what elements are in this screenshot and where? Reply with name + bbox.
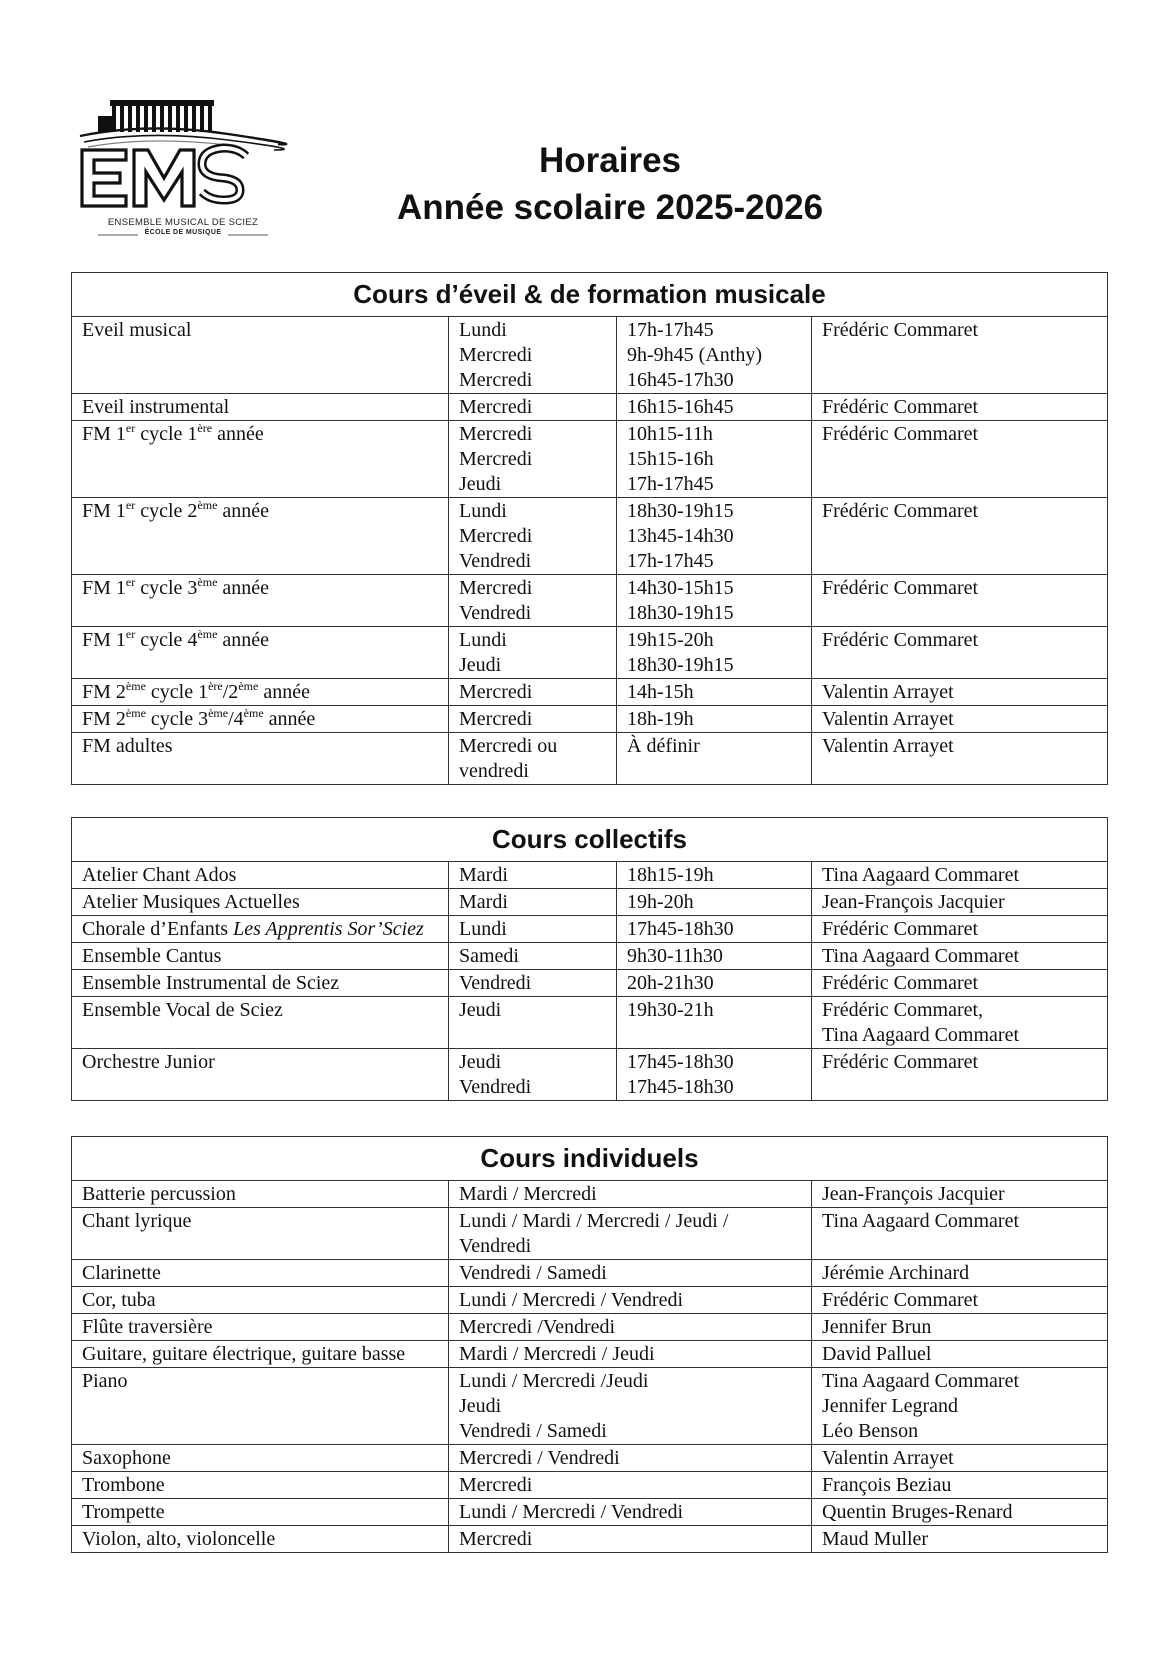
course-name-text: Orchestre Junior — [82, 1051, 215, 1073]
collectifs-table — [71, 817, 1108, 1101]
course-times-line: 14h-15h — [627, 681, 694, 703]
course-times-line: 15h15-16h — [627, 448, 714, 470]
course-times — [617, 317, 812, 394]
course-teacher — [812, 1526, 1108, 1553]
course-times-line: 18h15-19h — [627, 864, 714, 886]
course-name — [72, 421, 449, 498]
course-name — [72, 706, 449, 733]
course-name-text: Eveil musical — [82, 319, 192, 341]
ems-logo — [78, 92, 288, 242]
course-teacher-line: Jennifer Brun — [822, 1316, 932, 1338]
table-row — [72, 1208, 1108, 1260]
course-name-part: année — [263, 708, 316, 730]
course-days-line: Mercredi — [459, 344, 533, 366]
course-name-part: cycle 3 — [135, 577, 198, 599]
section-title: Cours individuels — [72, 1137, 1108, 1181]
course-name — [72, 943, 449, 970]
course-name-part: er — [125, 627, 136, 641]
course-name — [72, 1181, 449, 1208]
course-teacher — [812, 679, 1108, 706]
course-times — [617, 916, 812, 943]
course-name-text: Cor, tuba — [82, 1289, 156, 1311]
course-teacher — [812, 1314, 1108, 1341]
course-teacher — [812, 943, 1108, 970]
course-teacher-line: Jérémie Archinard — [822, 1262, 970, 1284]
course-days — [449, 970, 617, 997]
course-days-line: Mercredi — [459, 369, 533, 391]
course-name-text: Ensemble Instrumental de Sciez — [82, 972, 340, 994]
course-teacher-line: Quentin Bruges-Renard — [822, 1501, 1013, 1523]
course-days — [449, 862, 617, 889]
course-teacher — [812, 1260, 1108, 1287]
course-name — [72, 1526, 449, 1553]
course-times-line: 17h-17h45 — [627, 550, 714, 572]
course-days — [449, 317, 617, 394]
table-row — [72, 889, 1108, 916]
course-days-line: Mercredi ou — [459, 735, 558, 757]
course-days — [449, 1499, 812, 1526]
course-days-line: Vendredi — [459, 1235, 532, 1257]
course-days — [449, 1287, 812, 1314]
course-days-line: Mercredi — [459, 1474, 533, 1496]
course-teacher-line: Frédéric Commaret, — [822, 999, 984, 1021]
course-days-line: Jeudi — [459, 1051, 502, 1073]
logo-subtitle: ENSEMBLE MUSICAL DE SCIEZ — [107, 217, 259, 228]
course-days-line: Vendredi — [459, 972, 532, 994]
course-name-text: Clarinette — [82, 1262, 161, 1284]
course-name-part: FM 2 — [82, 681, 126, 703]
course-name — [72, 1314, 449, 1341]
page-title — [340, 137, 880, 231]
course-teacher — [812, 889, 1108, 916]
course-teacher — [812, 997, 1108, 1049]
course-times-line: 18h30-19h15 — [627, 654, 734, 676]
table-row — [72, 862, 1108, 889]
course-times — [617, 627, 812, 679]
course-days-line: vendredi — [459, 760, 529, 782]
course-name-text: Ensemble Cantus — [82, 945, 222, 967]
course-name-part: cycle 3 — [145, 708, 209, 730]
course-times-line: 17h-17h45 — [627, 473, 714, 495]
course-name-part: er — [125, 575, 136, 589]
course-name — [72, 1049, 449, 1101]
course-name-part: ère — [197, 421, 213, 435]
table-row — [72, 679, 1108, 706]
table-row — [72, 575, 1108, 627]
course-name-part: FM 2 — [82, 708, 126, 730]
course-days — [449, 997, 617, 1049]
course-times — [617, 997, 812, 1049]
table-row — [72, 498, 1108, 575]
course-teacher-line: Tina Aagaard Commaret — [822, 945, 1020, 967]
table-header-row — [72, 1137, 1108, 1181]
table-row — [72, 1314, 1108, 1341]
course-days-line: Mercredi — [459, 525, 533, 547]
section-title: Cours d’éveil & de formation musicale — [72, 273, 1108, 317]
course-name — [72, 733, 449, 785]
course-teacher-line: Frédéric Commaret — [822, 423, 979, 445]
course-teacher — [812, 1341, 1108, 1368]
course-name-part: ème — [197, 575, 218, 589]
course-name-part: année — [212, 423, 264, 445]
course-times-line: 10h15-11h — [627, 423, 713, 445]
course-days-line: Mercredi — [459, 423, 533, 445]
course-days — [449, 421, 617, 498]
course-times-line: 17h-17h45 — [627, 319, 714, 341]
course-times — [617, 394, 812, 421]
course-days-line: Lundi — [459, 629, 507, 651]
course-name-part: cycle 1 — [145, 681, 209, 703]
course-times — [617, 889, 812, 916]
course-name-part: ème — [125, 679, 146, 693]
course-teacher — [812, 1445, 1108, 1472]
course-teacher-line: Frédéric Commaret — [822, 972, 979, 994]
course-days — [449, 1368, 812, 1445]
course-days — [449, 943, 617, 970]
table-row — [72, 733, 1108, 785]
table-row — [72, 1287, 1108, 1314]
course-name-part: /2 — [222, 681, 239, 703]
title-line-2: Année scolaire 2025-2026 — [396, 188, 824, 227]
course-times-line: 17h45-18h30 — [627, 1051, 734, 1073]
table-row — [72, 627, 1108, 679]
course-times-line: 18h30-19h15 — [627, 602, 734, 624]
course-teacher — [812, 916, 1108, 943]
course-teacher-line: David Palluel — [822, 1343, 932, 1365]
course-teacher-line: Valentin Arrayet — [822, 708, 954, 730]
course-days — [449, 1181, 812, 1208]
course-days-line: Lundi / Mardi / Mercredi / Jeudi / — [459, 1210, 729, 1232]
course-teacher — [812, 733, 1108, 785]
table-row — [72, 943, 1108, 970]
course-name-text: Atelier Chant Ados — [82, 864, 237, 886]
course-times — [617, 970, 812, 997]
course-teacher — [812, 1181, 1108, 1208]
course-name — [72, 889, 449, 916]
course-name — [72, 627, 449, 679]
course-days-line: Mercredi — [459, 577, 533, 599]
course-days-line: Lundi / Mercredi /Jeudi — [459, 1370, 649, 1392]
course-name-text: Trompette — [82, 1501, 165, 1523]
course-days-line: Lundi — [459, 319, 507, 341]
course-times — [617, 575, 812, 627]
course-name-part: ème — [208, 706, 229, 720]
course-teacher-line: Jennifer Legrand — [822, 1395, 959, 1417]
course-teacher — [812, 394, 1108, 421]
course-name — [72, 1368, 449, 1445]
course-name — [72, 1287, 449, 1314]
course-times — [617, 421, 812, 498]
course-teacher-line: Tina Aagaard Commaret — [822, 864, 1020, 886]
course-days-line: Jeudi — [459, 654, 502, 676]
course-days-line: Jeudi — [459, 999, 502, 1021]
course-teacher-line: Valentin Arrayet — [822, 735, 954, 757]
table-row — [72, 706, 1108, 733]
course-times-line: 9h30-11h30 — [627, 945, 723, 967]
course-teacher-line: Tina Aagaard Commaret — [822, 1210, 1020, 1232]
course-teacher-line: Tina Aagaard Commaret — [822, 1024, 1020, 1046]
course-times-line: 19h-20h — [627, 891, 694, 913]
logo-tagline: ÉCOLE DE MUSIQUE — [144, 229, 222, 236]
course-times-line: 17h45-18h30 — [627, 918, 734, 940]
course-name-part: année — [217, 629, 270, 651]
course-name-part: er — [125, 498, 136, 512]
course-times-line: 19h15-20h — [627, 629, 714, 651]
course-times — [617, 733, 812, 785]
course-name-part: ème — [243, 706, 264, 720]
table-row — [72, 1181, 1108, 1208]
course-name-part: FM 1 — [82, 423, 126, 445]
course-days-line: Jeudi — [459, 1395, 502, 1417]
table-row — [72, 317, 1108, 394]
course-name-text: Piano — [82, 1370, 128, 1392]
course-teacher — [812, 317, 1108, 394]
course-teacher-line: Léo Benson — [822, 1420, 919, 1442]
table-header-row — [72, 818, 1108, 862]
course-times — [617, 862, 812, 889]
section-title: Cours collectifs — [72, 818, 1108, 862]
course-teacher — [812, 1208, 1108, 1260]
course-times-line: 18h-19h — [627, 708, 694, 730]
course-name — [72, 997, 449, 1049]
course-name — [72, 1208, 449, 1260]
course-days-line: Mardi — [459, 864, 508, 886]
course-name — [72, 1445, 449, 1472]
course-days-line: Mercredi — [459, 681, 533, 703]
table-row — [72, 1499, 1108, 1526]
course-name-part: ème — [197, 627, 218, 641]
course-teacher-line: Frédéric Commaret — [822, 918, 979, 940]
course-days-line: Mardi / Mercredi / Jeudi — [459, 1343, 655, 1365]
table-row — [72, 394, 1108, 421]
course-name — [72, 916, 449, 943]
course-name-part: ère — [208, 679, 223, 693]
course-teacher-line: Frédéric Commaret — [822, 1289, 979, 1311]
course-name-part: année — [217, 500, 270, 522]
course-teacher-line: Frédéric Commaret — [822, 629, 979, 651]
course-teacher-line: Valentin Arrayet — [822, 681, 954, 703]
course-teacher — [812, 1287, 1108, 1314]
course-teacher — [812, 1499, 1108, 1526]
course-days-line: Lundi — [459, 500, 507, 522]
course-teacher-line: Frédéric Commaret — [822, 577, 979, 599]
course-teacher — [812, 498, 1108, 575]
course-name-text: Chant lyrique — [82, 1210, 192, 1232]
course-days — [449, 706, 617, 733]
course-name — [72, 575, 449, 627]
course-days — [449, 1526, 812, 1553]
course-name-text: Trombone — [82, 1474, 165, 1496]
course-times-line: 17h45-18h30 — [627, 1076, 734, 1098]
course-name — [72, 862, 449, 889]
course-days — [449, 1314, 812, 1341]
course-name-part: ème — [197, 498, 218, 512]
table-row — [72, 997, 1108, 1049]
course-name-part: FM 1 — [82, 629, 126, 651]
course-times — [617, 943, 812, 970]
course-days — [449, 1049, 617, 1101]
course-name — [72, 317, 449, 394]
course-name — [72, 1499, 449, 1526]
course-name-part: /4 — [228, 708, 244, 730]
course-days — [449, 916, 617, 943]
course-teacher — [812, 627, 1108, 679]
course-name-part: année — [258, 681, 310, 703]
course-days — [449, 575, 617, 627]
course-name-text: Flûte traversière — [82, 1316, 213, 1338]
course-days — [449, 733, 617, 785]
course-name-part: FM 1 — [82, 500, 126, 522]
course-days-line: Lundi / Mercredi / Vendredi — [459, 1289, 684, 1311]
course-days-line: Mercredi — [459, 1528, 533, 1550]
course-name-text: Ensemble Vocal de Sciez — [82, 999, 283, 1021]
course-teacher — [812, 1472, 1108, 1499]
table-row — [72, 1049, 1108, 1101]
course-teacher-line: Frédéric Commaret — [822, 1051, 979, 1073]
course-teacher — [812, 575, 1108, 627]
course-times-line: 19h30-21h — [627, 999, 714, 1021]
course-name-text: Chorale d’Enfants — [82, 918, 234, 940]
table-row — [72, 1368, 1108, 1445]
course-teacher-line: Valentin Arrayet — [822, 1447, 954, 1469]
course-times — [617, 706, 812, 733]
course-days — [449, 394, 617, 421]
course-days-line: Samedi — [459, 945, 519, 967]
course-name — [72, 679, 449, 706]
course-teacher — [812, 862, 1108, 889]
course-days-line: Jeudi — [459, 473, 502, 495]
formation-table — [71, 272, 1108, 785]
course-times-line: 16h15-16h45 — [627, 396, 734, 418]
course-name-text: Eveil instrumental — [82, 396, 230, 418]
course-teacher — [812, 421, 1108, 498]
course-days-line: Mercredi / Vendredi — [459, 1447, 620, 1469]
table-row — [72, 1341, 1108, 1368]
course-teacher-line: Jean-François Jacquier — [822, 891, 1005, 913]
course-name-text: Atelier Musiques Actuelles — [82, 891, 300, 913]
course-times — [617, 498, 812, 575]
course-teacher-line: Jean-François Jacquier — [822, 1183, 1005, 1205]
course-days-line: Vendredi — [459, 602, 532, 624]
course-times-line: 9h-9h45 (Anthy) — [627, 344, 762, 366]
course-days-line: Mercredi — [459, 448, 533, 470]
course-teacher-line: Frédéric Commaret — [822, 396, 979, 418]
title-line-1: Horaires — [538, 141, 682, 180]
course-name-italic: Les Apprentis Sor’Sciez — [233, 918, 424, 940]
course-name-part: cycle 1 — [135, 423, 198, 445]
course-days-line: Vendredi — [459, 1076, 532, 1098]
individuels-table — [71, 1136, 1108, 1553]
course-name — [72, 1341, 449, 1368]
course-days — [449, 498, 617, 575]
course-teacher — [812, 706, 1108, 733]
course-days — [449, 1208, 812, 1260]
course-name — [72, 1260, 449, 1287]
course-days-line: Mardi — [459, 891, 508, 913]
course-teacher-line: Frédéric Commaret — [822, 500, 979, 522]
course-name-part: cycle 4 — [135, 629, 198, 651]
course-name-text: Saxophone — [82, 1447, 171, 1469]
course-name-part: année — [217, 577, 270, 599]
course-days — [449, 627, 617, 679]
course-teacher-line: Tina Aagaard Commaret — [822, 1370, 1020, 1392]
course-teacher-line: Maud Muller — [822, 1528, 929, 1550]
course-name-part: FM 1 — [82, 577, 126, 599]
course-days — [449, 889, 617, 916]
table-row — [72, 1526, 1108, 1553]
course-days — [449, 1260, 812, 1287]
table-row — [72, 970, 1108, 997]
course-days — [449, 1341, 812, 1368]
course-name — [72, 970, 449, 997]
course-times-line: À définir — [627, 735, 700, 757]
course-times — [617, 679, 812, 706]
course-name-text: Violon, alto, violoncelle — [82, 1528, 276, 1550]
table-row — [72, 916, 1108, 943]
table-header-row — [72, 273, 1108, 317]
course-times-line: 14h30-15h15 — [627, 577, 734, 599]
course-days — [449, 679, 617, 706]
table-row — [72, 1472, 1108, 1499]
course-teacher-line: Frédéric Commaret — [822, 319, 979, 341]
course-days-line: Vendredi / Samedi — [459, 1262, 607, 1284]
course-teacher — [812, 1049, 1108, 1101]
course-name-text: FM adultes — [82, 735, 173, 757]
course-days-line: Mercredi — [459, 396, 533, 418]
course-days-line: Lundi / Mercredi / Vendredi — [459, 1501, 684, 1523]
course-name-text: Guitare, guitare électrique, guitare basse — [82, 1343, 406, 1365]
course-name-part: cycle 2 — [135, 500, 198, 522]
course-name-part: ème — [238, 679, 259, 693]
course-name-part: ème — [125, 706, 146, 720]
course-teacher — [812, 970, 1108, 997]
course-days-line: Vendredi — [459, 550, 532, 572]
course-name-part: er — [125, 421, 136, 435]
course-days-line: Lundi — [459, 918, 507, 940]
table-row — [72, 1260, 1108, 1287]
table-row — [72, 1445, 1108, 1472]
course-times — [617, 1049, 812, 1101]
course-days-line: Mercredi — [459, 708, 533, 730]
course-days — [449, 1472, 812, 1499]
course-times-line: 20h-21h30 — [627, 972, 714, 994]
course-days — [449, 1445, 812, 1472]
course-name — [72, 498, 449, 575]
course-times-line: 18h30-19h15 — [627, 500, 734, 522]
course-name-text: Batterie percussion — [82, 1183, 236, 1205]
course-times-line: 16h45-17h30 — [627, 369, 734, 391]
course-days-line: Vendredi / Samedi — [459, 1420, 607, 1442]
course-name — [72, 1472, 449, 1499]
course-times-line: 13h45-14h30 — [627, 525, 734, 547]
table-row — [72, 421, 1108, 498]
course-teacher-line: François Beziau — [822, 1474, 952, 1496]
course-name — [72, 394, 449, 421]
course-teacher — [812, 1368, 1108, 1445]
course-days-line: Mercredi /Vendredi — [459, 1316, 616, 1338]
course-days-line: Mardi / Mercredi — [459, 1183, 597, 1205]
